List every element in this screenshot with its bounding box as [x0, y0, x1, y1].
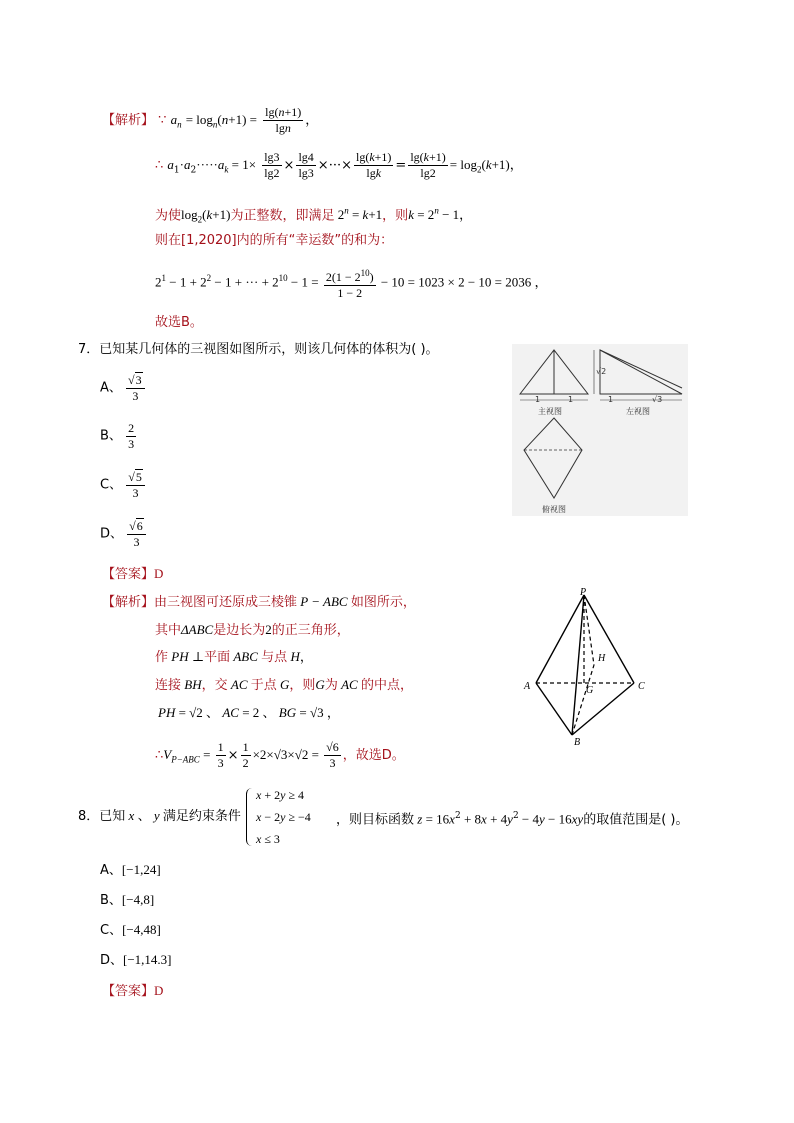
svg-text:B: B [574, 737, 581, 745]
because-symbol: ∵ [158, 113, 167, 128]
svg-text:√3: √3 [652, 395, 663, 404]
svg-text:C: C [638, 681, 645, 692]
front-view-label: 主视图 [538, 407, 562, 416]
svg-text:H: H [598, 653, 606, 664]
svg-text:G: G [586, 685, 594, 696]
q7-analysis-line-3: 作 PH ⊥平面 ABC 与点 H， [155, 649, 313, 665]
q7-analysis-line-4: 连接 BH，交 AC 于点 G，则G为 AC 的中点， [155, 677, 413, 693]
svg-text:√2: √2 [596, 367, 607, 376]
solution-6-conclusion: 故选B。 [155, 315, 203, 330]
q7-answer: 【答案】D [102, 566, 164, 582]
q7-option-d[interactable]: D、 $\frac{√6}{3}$ [100, 519, 146, 549]
svg-text:1: 1 [535, 395, 541, 404]
question-7-stem: 7．已知某几何体的三视图如图所示，则该几何体的体积为( )。 [78, 342, 439, 357]
svg-text:1: 1 [608, 395, 614, 404]
side-view-label: 左视图 [626, 407, 650, 416]
q8-option-b[interactable]: B、[−4,8] [100, 892, 155, 908]
analysis-tag: 【解析】 [102, 113, 155, 128]
solution-6-line-5: $2^1 - 1 + 2^2 - 1$ + ··· + $2^{10} - 1$ = $\frac{2(1 - 2^{10})}{1 - 2}$ − 10 = 1023 × 2 − 10 = 2036 ， [155, 268, 548, 300]
q8-answer: 【答案】D [102, 983, 164, 999]
solution-6-line-4: 则在[1,2020]内的所有“幸运数”的和为： [155, 233, 394, 248]
svg-text:1: 1 [568, 395, 574, 404]
q7-option-a[interactable]: A、 $\frac{√3}{3}$ [100, 373, 145, 403]
top-view-label: 俯视图 [542, 505, 566, 514]
q7-option-b[interactable]: B、 $\frac{2}{3}$ [100, 421, 135, 451]
constraint-system: x + 2y ≥ 4 x − 2y ≥ −4 x ≤ 3 [246, 784, 311, 850]
q7-analysis-line-2: 其中ΔABC是边长为2的正三角形， [155, 622, 350, 638]
q7-analysis-line-5: PH = √2 、 AC = 2 、 BG = √3 ， [158, 705, 340, 720]
q8-option-d[interactable]: D、[−1,14.3] [100, 952, 172, 968]
solution-6-line-2: ∴ $a_1\cdot a_2\cdot\cdot\cdot\cdot\cdot a_k = 1\times$ $\frac{\lg 3}{\lg 2}$ × $\frac{\lg 4}{\lg 3}$ ×···× $\frac{\lg(k+1)}{\lg k}$ = $\frac{\lg(k+1)}{\lg 2}$ = $\log_2(k+1)$， [155, 150, 523, 180]
q8-option-a[interactable]: A、[−1,24] [100, 862, 161, 878]
therefore-symbol: ∴ [155, 158, 164, 173]
question-8-stem: 8．已知 x 、 y 满足约束条件 [78, 808, 241, 824]
q7-analysis-line-1: 【解析】由三视图可还原成三棱锥 P − ABC 如图所示， [102, 594, 416, 610]
q8-option-c[interactable]: C、[−4,48] [100, 922, 161, 938]
svg-text:P: P [580, 587, 587, 598]
solution-6-line-1: 【解析】 ∵ $a_n = \log_n(n+1)$ = $\frac{\lg(n+1)}{\lg n}$ ， [102, 105, 319, 135]
solution-6-line-3: 为使$\log_2(k+1)$为正整数，即满足 $2^n = k+1$，则$k = 2^n - 1$， [155, 206, 473, 225]
question-8-objective: ，则目标函数 $z = 16x^2 + 8x + 4y^2 - 4y - 16xy$的取值范围是( )。 [336, 811, 689, 828]
three-view-figure [512, 344, 688, 516]
q7-analysis-line-6: $\therefore V_{P-ABC}$ = $\frac{1}{3}$ × $\frac{1}{2}$ ×2×√3×√2 = $\frac{√6}{3}$ ，故选D。 [155, 740, 405, 770]
svg-text:A: A [524, 681, 531, 692]
pyramid-figure [520, 585, 650, 745]
q7-option-c[interactable]: C、 $\frac{√5}{3}$ [100, 470, 145, 500]
